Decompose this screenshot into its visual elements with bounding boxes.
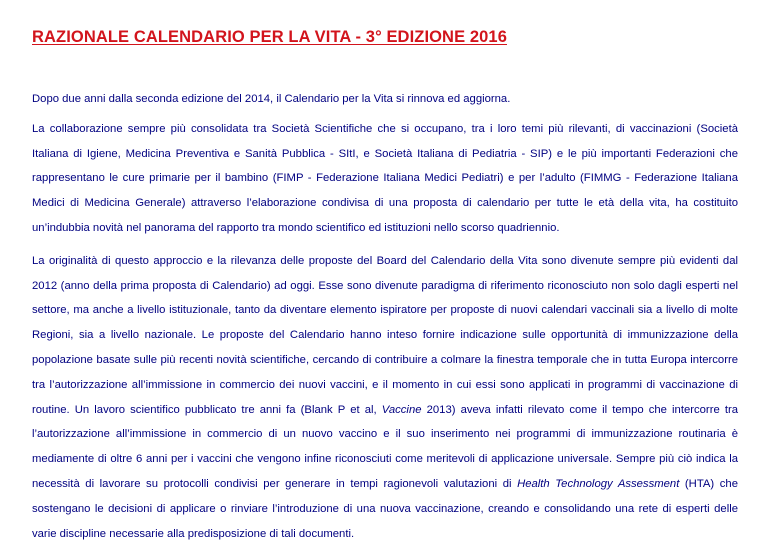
document-page [32, 0, 738, 546]
paragraph-originality-part3: (HTA) che sostengano le decisioni di applicare o rinviare l’introduzione di una nuova vaccinazione, creando e consolidando una rete di esperti delle varie discipline necessarie alla predisposizione di tali documenti. [32, 477, 738, 540]
hta-term: Health Technology Assessment [517, 477, 680, 490]
paragraph-intro: Dopo due anni dalla seconda edizione del 2014, il Calendario per la Vita si rinnova ed aggiorna. [32, 93, 511, 105]
paragraph-originality-part1: La originalità di questo approccio e la rilevanza delle proposte del Board del Calendario della Vita sono divenute sempre più evidenti dal 2012 (anno della prima proposta di Calendario) ad oggi. Esse sono divenute paradigma di riferimento riconosciuto non solo dagli esperti nel settore, ma anche a livello istituzionale, tanto da diventare elemento ispiratore per proposte di nuovi calendari vaccinali sia a livello di molte Regioni, sia a livello nazionale. Le proposte del Calendario hanno inteso fornire indicazione sulle opportunità di immunizzazione della popolazione basate sulle più recenti novità scientifiche, cercando di contribuire a colmare la finestra temporale che in tutta Europa intercorre tra l’autorizzazione all’immissione in commercio dei nuovi vaccini, e il momento in cui essi sono applicati in programmi di vaccinazione di routine. Un lavoro scientifico pubblicato tre anni fa (Blank P et al, [32, 254, 738, 416]
paragraph-collaboration: La collaborazione sempre più consolidata tra Società Scientifiche che si occupano, tra i loro temi più rilevanti, di vaccinazioni (Società Italiana di Igiene, Medicina Preventiva e Sanità Pubblica - SItI, e Società Italiana di Pediatria - SIP) e le più importanti Federazioni che rappresentano le cure primarie per il bambino (FIMP - Federazione Italiana Medici Pediatri) e per l’adulto (FIMMG - Federazione Italiana Medici di Medicina Generale) attraverso l’elaborazione condivisa di una proposta di calendario per tutte le età della vita, ha costituito un’indubbia novità nel panorama del rapporto tra mondo scientifico ed istituzioni nello scorso quadriennio. [32, 122, 738, 234]
paragraph-originality-part2: 2013) aveva infatti rilevato come il tempo che intercorre tra l’autorizzazione all’immissione in commercio di un nuovo vaccino e il suo inserimento nei programmi di immunizzazione routinaria è mediamente di oltre 6 anni per i vaccini che vengono infine riconosciuti come meritevoli di applicazione universale. Sempre più ciò indica la necessità di lavorare su protocolli condivisi per generare in tempi ragionevoli valutazioni di [32, 403, 739, 490]
document-title: RAZIONALE CALENDARIO PER LA VITA - 3° EDIZIONE 2016 [32, 28, 507, 46]
paragraph-originality [32, 249, 738, 546]
journal-name: Vaccine [381, 403, 422, 416]
